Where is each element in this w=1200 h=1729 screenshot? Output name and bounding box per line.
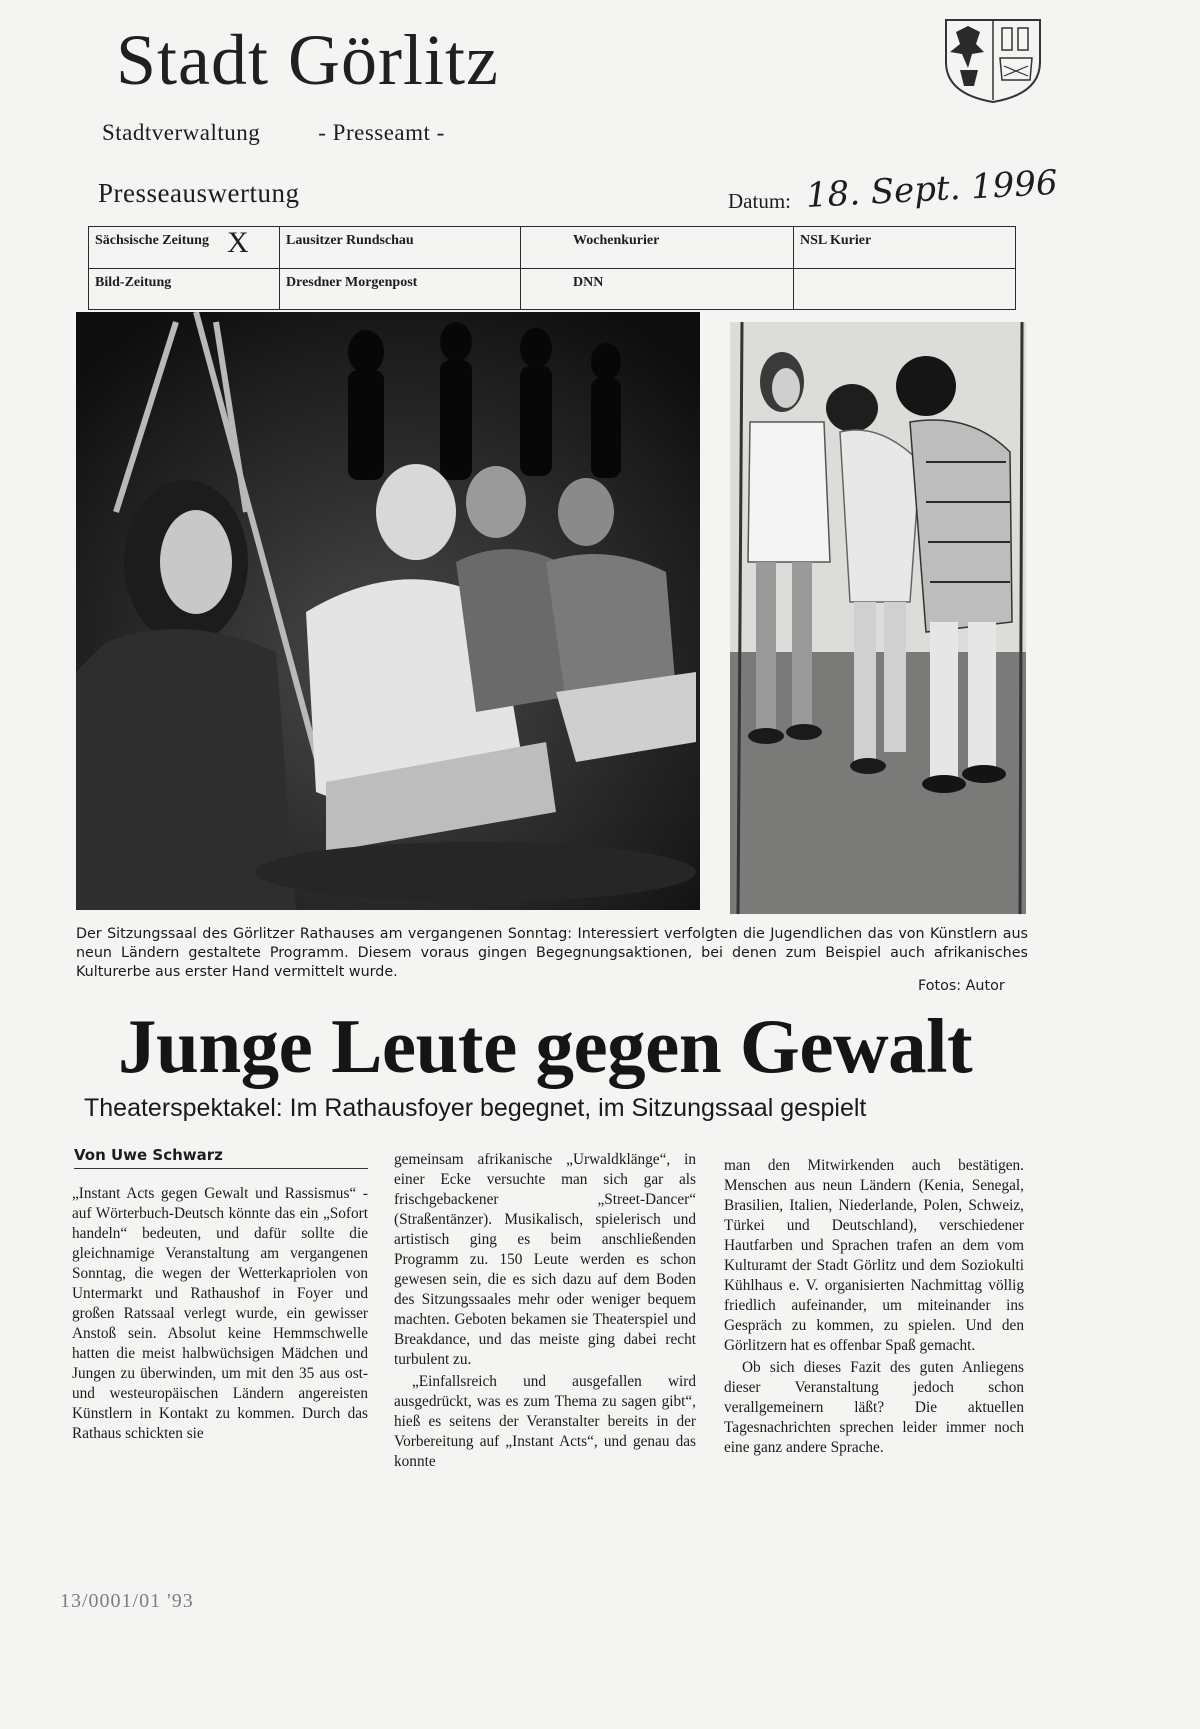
article-column-3 xyxy=(724,1156,1024,1458)
byline-divider xyxy=(74,1168,368,1169)
paper-cell-dnn: DNN xyxy=(521,268,794,310)
table-row xyxy=(89,268,1016,310)
photo-credit: Fotos: Autor xyxy=(918,978,1005,994)
paragraph: man den Mitwirkenden auch bestätigen. Menschen aus neun Ländern (Kenia, Senegal, Brasilien, Italien, Niederlande, Polen, Schweiz, Türkei und Deutschland), verschiedener Hautfarben und Sprachen trafen an dem vom Kulturamt der Stadt Görlitz und dem Soziokulti Kühlhaus e. V. organisierten Nachmittag völlig friedlich aufeinander, um miteinander ins Gespräch zu kommen, zu spielen. Und den Görlitzern hat es offenbar Spaß gemacht. xyxy=(724,1157,1024,1354)
department-line xyxy=(102,120,445,146)
paper-cell-nsl: NSL Kurier xyxy=(794,227,1016,269)
paragraph: „Instant Acts gegen Gewalt und Rassismus“ - auf Wörterbuch-Deutsch könnte das ein „Sofort handeln“ bedeuten, und dafür sollte die gleichnamige Veranstaltung am vergangenen Sonntag, die wegen der Wetterkapriolen von Untermarkt und Rathaushof in Foyer und großen Ratssaal verlegt wurde, ein gewisser Anstoß sein. Absolut keine Hemmschwelle hatten die meist halbwüchsigen Mädchen und Jungen zu überwinden, um mit den 35 aus ost- und westeuropäischen Ländern angereisten Künstlern in Kontakt zu kommen. Durch das Rathaus schickten sie xyxy=(72,1185,368,1442)
paragraph: „Einfallsreich und ausgefallen wird ausgedrückt, was es zum Thema zu sagen gibt“, hieß es seitens der Veranstalter bereits in der Vorbereitung auf „Instant Acts“, und genau das konnte xyxy=(394,1373,696,1470)
newspaper-checklist xyxy=(88,226,1016,310)
archive-number: 13/0001/01 '93 xyxy=(60,1590,194,1612)
press-evaluation-title: Presseauswertung xyxy=(98,178,300,208)
paragraph: Ob sich dieses Fazit des guten Anliegens dieser Veranstaltung jedoch schon verallgemeinern läßt? Die aktuellen Tagesnachrichten sprechen leider immer noch eine ganz andere Sprache. xyxy=(724,1359,1024,1456)
article-column-2 xyxy=(394,1150,696,1472)
photo-standing-group xyxy=(730,322,1026,914)
paper-cell-wochenkurier: Wochenkurier xyxy=(521,227,794,269)
city-coat-of-arms-icon xyxy=(938,10,1048,104)
table-row xyxy=(89,227,1016,269)
paper-cell-empty xyxy=(794,268,1016,310)
paragraph: gemeinsam afrikanische „Urwaldklänge“, in einer Ecke versuchte man sich gar als frischgebackener „Street-Dancer“ (Straßentänzer). Musikalisch, spielerisch und artistisch ging es beim anschließenden Programm zu. 150 Leute werden es schon gewesen sein, die es sich dazu auf dem Boden des Sitzungssaales mehr oder weniger bequem machten. Geboten bekamen sie Theaterspiel und Breakdance, und das meiste ging dabei recht turbulent zu. xyxy=(394,1151,696,1368)
date-handwritten: 18. Sept. 1996 xyxy=(804,162,1059,216)
article-column-1 xyxy=(72,1184,368,1444)
paper-cell-saechsische: Sächsische Zeitung X xyxy=(89,227,280,269)
article-subheadline: Theaterspektakel: Im Rathausfoyer begegnet, im Sitzungssaal gespielt xyxy=(84,1094,867,1122)
paper-cell-bild: Bild-Zeitung xyxy=(89,268,280,310)
article-byline: Von Uwe Schwarz xyxy=(74,1146,223,1164)
date-label: Datum: xyxy=(728,189,791,213)
paper-cell-lausitzer: Lausitzer Rundschau xyxy=(280,227,521,269)
photo-audience xyxy=(76,312,700,910)
article-headline: Junge Leute gegen Gewalt xyxy=(118,1003,973,1089)
city-title: Stadt Görlitz xyxy=(116,20,499,100)
paper-cell-morgenpost: Dresdner Morgenpost xyxy=(280,268,521,310)
department-name: Stadtverwaltung xyxy=(102,120,261,145)
photo-caption: Der Sitzungssaal des Görlitzer Rathauses am vergangenen Sonntag: Interessiert verfolgten die Jugendlichen das von Künstlern aus neun Ländern gestaltete Programm. Diesem voraus gingen Begegnungsaktionen, bei denen zum Beispiel auch afrikanisches Kulturerbe aus erster Hand vermittelt wurde. xyxy=(76,926,1028,980)
office-name: - Presseamt - xyxy=(318,120,445,145)
